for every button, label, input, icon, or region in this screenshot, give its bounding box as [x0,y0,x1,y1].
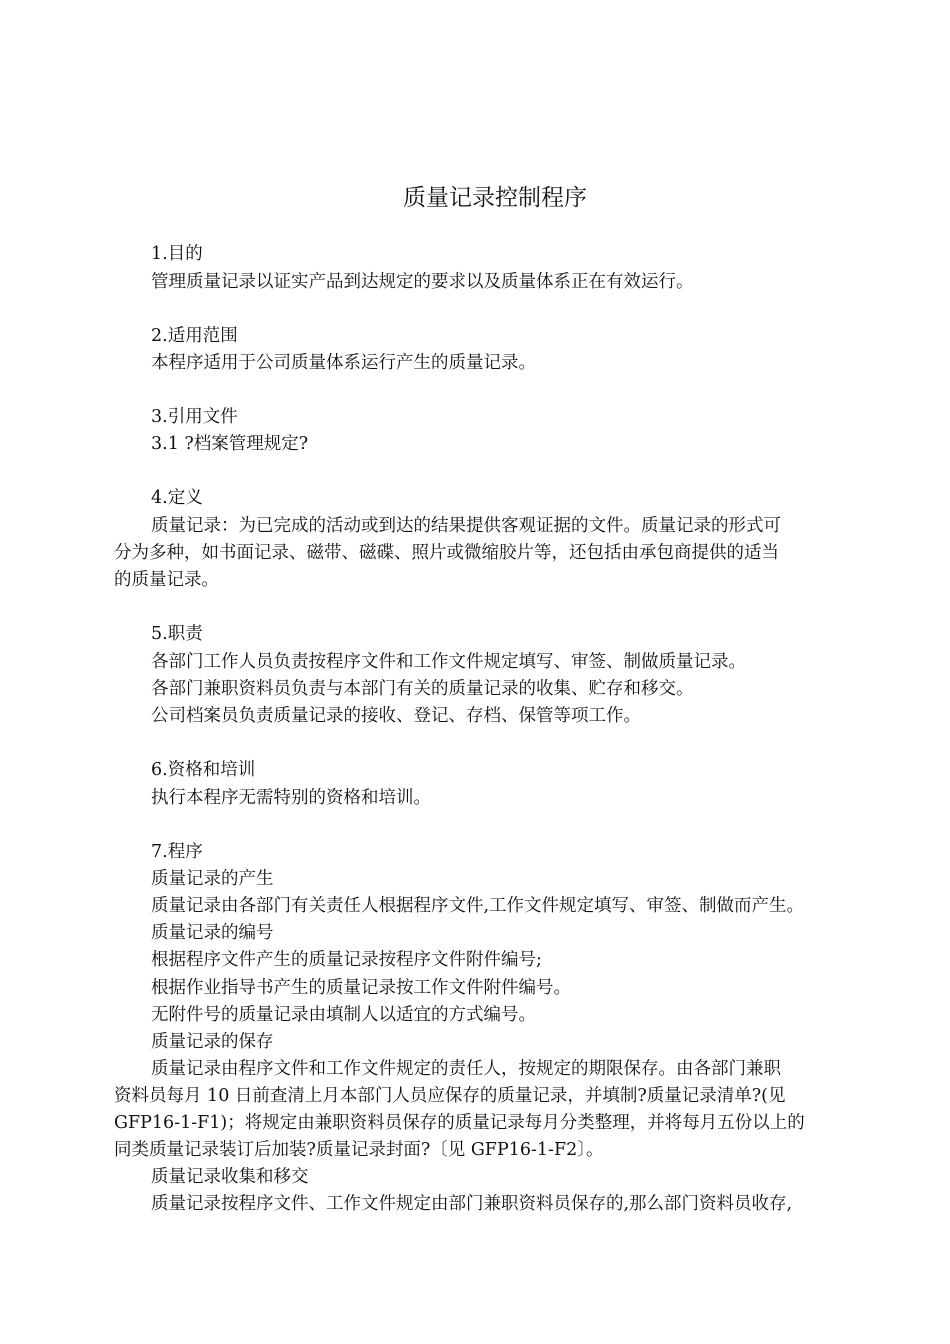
text-line: 公司档案员负责质量记录的接收、登记、存档、保管等项工作。 [151,706,641,726]
text-line: 质量记录的编号 [151,923,274,943]
text-line: 3.引用文件 [151,407,238,427]
text-line: 管理质量记录以证实产品到达规定的要求以及质量体系正在有效运行。 [151,272,694,292]
text-line: 同类质量记录装订后加装?质量记录封面?〔见 GFP16-1-F2〕。 [114,1140,604,1160]
text-line: 5.职责 [151,624,203,644]
text-line: 本程序适用于公司质量体系运行产生的质量记录。 [151,353,536,373]
document-title: 质量记录控制程序 [403,185,587,211]
text-line: 执行本程序无需特别的资格和培训。 [151,788,431,808]
text-line: 质量记录收集和移交 [151,1167,309,1187]
text-line: 的质量记录。 [114,570,219,590]
text-line: 质量记录由各部门有关责任人根据程序文件,工作文件规定填写、审签、制做而产生。 [151,896,805,916]
text-line: 各部门工作人员负责按程序文件和工作文件规定填写、审签、制做质量记录。 [151,652,746,672]
text-line: 质量记录：为已完成的活动或到达的结果提供客观证据的文件。质量记录的形式可 [151,516,781,536]
text-line: 资料员每月 10 日前查清上月本部门人员应保存的质量记录，并填制?质量记录清单?(见 [114,1086,786,1106]
text-line: 质量记录的保存 [151,1032,274,1052]
text-line: 3.1 ?档案管理规定? [151,434,309,454]
text-line: 质量记录由程序文件和工作文件规定的责任人，按规定的期限保存。由各部门兼职 [151,1059,781,1079]
text-line: 6.资格和培训 [151,760,256,780]
text-line: 分为多种，如书面记录、磁带、磁碟、照片或微缩胶片等，还包括由承包商提供的适当 [114,543,779,563]
text-line: 7.程序 [151,842,203,862]
text-line: 质量记录的产生 [151,869,274,889]
text-line: 根据程序文件产生的质量记录按程序文件附件编号; [151,950,542,970]
text-line: 1.目的 [151,244,203,264]
text-line: 4.定义 [151,488,203,508]
text-line: 各部门兼职资料员负责与本部门有关的质量记录的收集、贮存和移交。 [151,679,694,699]
text-line: GFP16-1-F1)；将规定由兼职资料员保存的质量记录每月分类整理，并将每月五份以上的 [114,1113,805,1133]
text-line: 无附件号的质量记录由填制人以适宜的方式编号。 [151,1005,536,1025]
text-line: 2.适用范围 [151,326,238,346]
text-line: 根据作业指导书产生的质量记录按工作文件附件编号。 [151,978,571,998]
text-line: 质量记录按程序文件、工作文件规定由部门兼职资料员保存的,那么部门资料员收存, [151,1194,793,1214]
